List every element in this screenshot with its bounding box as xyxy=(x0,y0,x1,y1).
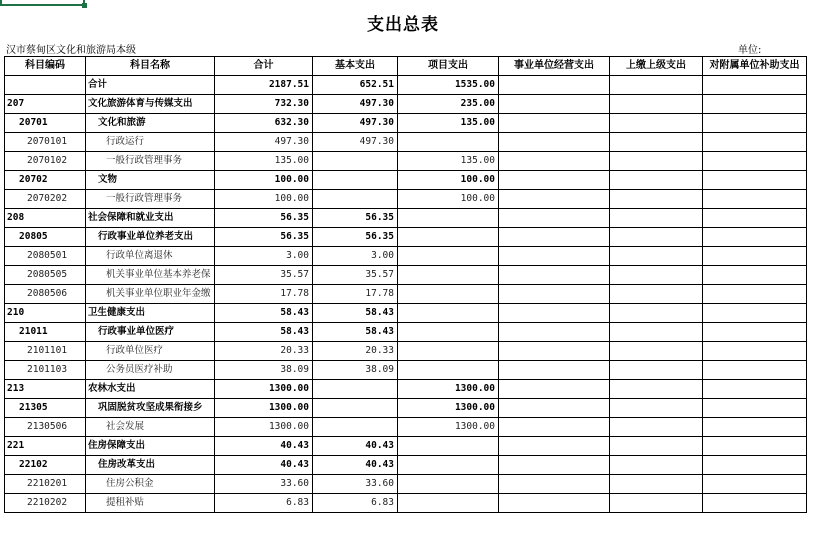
basic-cell[interactable]: 58.43 xyxy=(313,323,398,342)
table-row xyxy=(5,190,807,209)
subsidy-cell[interactable] xyxy=(703,475,807,494)
code-cell[interactable]: 2070102 xyxy=(5,152,86,171)
upper-cell[interactable] xyxy=(610,475,703,494)
table-row xyxy=(5,76,807,95)
name-cell[interactable]: 文物 xyxy=(86,171,215,190)
code-cell[interactable]: 2101101 xyxy=(5,342,86,361)
code-cell[interactable]: 21305 xyxy=(5,399,86,418)
total-cell[interactable]: 38.09 xyxy=(215,361,313,380)
subsidy-cell[interactable] xyxy=(703,114,807,133)
code-cell[interactable]: 2070101 xyxy=(5,133,86,152)
business-cell[interactable] xyxy=(499,247,610,266)
business-cell[interactable] xyxy=(499,209,610,228)
name-cell[interactable]: 行政单位离退休 xyxy=(86,247,215,266)
code-cell[interactable]: 2080506 xyxy=(5,285,86,304)
project-cell[interactable] xyxy=(398,323,499,342)
subsidy-cell[interactable] xyxy=(703,171,807,190)
total-cell[interactable]: 20.33 xyxy=(215,342,313,361)
unit-label: 单位: xyxy=(738,45,762,56)
total-cell[interactable]: 135.00 xyxy=(215,152,313,171)
business-cell[interactable] xyxy=(499,76,610,95)
table-row xyxy=(5,456,807,475)
code-cell[interactable]: 213 xyxy=(5,380,86,399)
name-cell[interactable]: 农林水支出 xyxy=(86,380,215,399)
project-cell[interactable] xyxy=(398,247,499,266)
name-cell[interactable]: 一般行政管理事务 xyxy=(86,190,215,209)
table-row xyxy=(5,437,807,456)
subsidy-cell[interactable] xyxy=(703,285,807,304)
basic-cell[interactable]: 58.43 xyxy=(313,304,398,323)
total-cell[interactable]: 1300.00 xyxy=(215,418,313,437)
total-cell[interactable]: 3.00 xyxy=(215,247,313,266)
basic-cell[interactable]: 17.78 xyxy=(313,285,398,304)
name-cell[interactable]: 行政事业单位养老支出 xyxy=(86,228,215,247)
basic-cell[interactable] xyxy=(313,399,398,418)
business-cell[interactable] xyxy=(499,494,610,513)
upper-cell[interactable] xyxy=(610,380,703,399)
name-cell[interactable]: 巩固脱贫攻坚成果衔接乡 xyxy=(86,399,215,418)
total-cell[interactable]: 497.30 xyxy=(215,133,313,152)
subsidy-cell[interactable] xyxy=(703,266,807,285)
header-row xyxy=(5,57,807,76)
basic-cell[interactable]: 497.30 xyxy=(313,133,398,152)
basic-cell[interactable]: 6.83 xyxy=(313,494,398,513)
subsidy-cell[interactable] xyxy=(703,133,807,152)
subsidy-cell[interactable] xyxy=(703,399,807,418)
table-row xyxy=(5,95,807,114)
basic-cell[interactable] xyxy=(313,380,398,399)
business-cell[interactable] xyxy=(499,323,610,342)
name-cell[interactable]: 文化和旅游 xyxy=(86,114,215,133)
code-cell[interactable]: 2210202 xyxy=(5,494,86,513)
basic-cell[interactable]: 20.33 xyxy=(313,342,398,361)
table-row xyxy=(5,209,807,228)
business-cell[interactable] xyxy=(499,437,610,456)
table-row xyxy=(5,285,807,304)
name-cell[interactable]: 社会发展 xyxy=(86,418,215,437)
subsidy-cell[interactable] xyxy=(703,418,807,437)
table-row xyxy=(5,380,807,399)
total-cell[interactable]: 40.43 xyxy=(215,456,313,475)
project-cell[interactable] xyxy=(398,285,499,304)
basic-cell[interactable] xyxy=(313,171,398,190)
upper-cell[interactable] xyxy=(610,76,703,95)
business-cell[interactable] xyxy=(499,95,610,114)
project-cell[interactable]: 1300.00 xyxy=(398,380,499,399)
subsidy-cell[interactable] xyxy=(703,380,807,399)
table-row xyxy=(5,399,807,418)
basic-cell[interactable]: 3.00 xyxy=(313,247,398,266)
table-row xyxy=(5,266,807,285)
upper-cell[interactable] xyxy=(610,209,703,228)
business-cell[interactable] xyxy=(499,456,610,475)
header-project[interactable]: 项目支出 xyxy=(398,57,499,76)
upper-cell[interactable] xyxy=(610,190,703,209)
subsidy-cell[interactable] xyxy=(703,152,807,171)
table-row xyxy=(5,114,807,133)
subsidy-cell[interactable] xyxy=(703,228,807,247)
subsidy-cell[interactable] xyxy=(703,209,807,228)
business-cell[interactable] xyxy=(499,380,610,399)
upper-cell[interactable] xyxy=(610,494,703,513)
project-cell[interactable] xyxy=(398,209,499,228)
basic-cell[interactable]: 33.60 xyxy=(313,475,398,494)
project-cell[interactable] xyxy=(398,456,499,475)
code-cell[interactable]: 2210201 xyxy=(5,475,86,494)
active-cell-cursor[interactable] xyxy=(0,0,85,6)
header-business[interactable]: 事业单位经营支出 xyxy=(499,57,610,76)
business-cell[interactable] xyxy=(499,342,610,361)
header-subsidy[interactable]: 对附属单位补助支出 xyxy=(703,57,807,76)
total-cell[interactable]: 58.43 xyxy=(215,323,313,342)
table-row xyxy=(5,342,807,361)
business-cell[interactable] xyxy=(499,285,610,304)
business-cell[interactable] xyxy=(499,475,610,494)
project-cell[interactable]: 100.00 xyxy=(398,190,499,209)
name-cell[interactable]: 提租补贴 xyxy=(86,494,215,513)
name-cell[interactable]: 卫生健康支出 xyxy=(86,304,215,323)
table-row xyxy=(5,171,807,190)
project-cell[interactable] xyxy=(398,475,499,494)
upper-cell[interactable] xyxy=(610,171,703,190)
project-cell[interactable] xyxy=(398,133,499,152)
project-cell[interactable] xyxy=(398,266,499,285)
upper-cell[interactable] xyxy=(610,285,703,304)
project-cell[interactable]: 100.00 xyxy=(398,171,499,190)
project-cell[interactable]: 135.00 xyxy=(398,114,499,133)
total-cell[interactable]: 6.83 xyxy=(215,494,313,513)
code-cell[interactable]: 2070202 xyxy=(5,190,86,209)
subsidy-cell[interactable] xyxy=(703,494,807,513)
total-cell[interactable]: 2187.51 xyxy=(215,76,313,95)
basic-cell[interactable]: 497.30 xyxy=(313,114,398,133)
subsidy-cell[interactable] xyxy=(703,361,807,380)
table-row xyxy=(5,152,807,171)
code-cell[interactable]: 207 xyxy=(5,95,86,114)
upper-cell[interactable] xyxy=(610,304,703,323)
name-cell[interactable]: 文化旅游体育与传媒支出 xyxy=(86,95,215,114)
table-row xyxy=(5,494,807,513)
table-row xyxy=(5,247,807,266)
table-row xyxy=(5,323,807,342)
name-cell[interactable]: 机关事业单位职业年金缴 xyxy=(86,285,215,304)
project-cell[interactable] xyxy=(398,304,499,323)
upper-cell[interactable] xyxy=(610,114,703,133)
upper-cell[interactable] xyxy=(610,266,703,285)
business-cell[interactable] xyxy=(499,304,610,323)
basic-cell[interactable]: 56.35 xyxy=(313,228,398,247)
upper-cell[interactable] xyxy=(610,228,703,247)
business-cell[interactable] xyxy=(499,399,610,418)
business-cell[interactable] xyxy=(499,228,610,247)
total-cell[interactable]: 35.57 xyxy=(215,266,313,285)
name-cell[interactable]: 机关事业单位基本养老保 xyxy=(86,266,215,285)
project-cell[interactable]: 1300.00 xyxy=(398,418,499,437)
code-cell[interactable]: 20701 xyxy=(5,114,86,133)
basic-cell[interactable] xyxy=(313,418,398,437)
name-cell[interactable]: 一般行政管理事务 xyxy=(86,152,215,171)
basic-cell[interactable]: 40.43 xyxy=(313,456,398,475)
project-cell[interactable] xyxy=(398,494,499,513)
project-cell[interactable]: 1535.00 xyxy=(398,76,499,95)
header-basic[interactable]: 基本支出 xyxy=(313,57,398,76)
upper-cell[interactable] xyxy=(610,342,703,361)
business-cell[interactable] xyxy=(499,418,610,437)
header-name[interactable]: 科目名称 xyxy=(86,57,215,76)
business-cell[interactable] xyxy=(499,171,610,190)
total-cell[interactable]: 33.60 xyxy=(215,475,313,494)
code-cell[interactable]: 21011 xyxy=(5,323,86,342)
upper-cell[interactable] xyxy=(610,361,703,380)
basic-cell[interactable]: 652.51 xyxy=(313,76,398,95)
upper-cell[interactable] xyxy=(610,247,703,266)
project-cell[interactable] xyxy=(398,228,499,247)
code-cell[interactable]: 22102 xyxy=(5,456,86,475)
upper-cell[interactable] xyxy=(610,437,703,456)
code-cell[interactable]: 210 xyxy=(5,304,86,323)
business-cell[interactable] xyxy=(499,114,610,133)
subsidy-cell[interactable] xyxy=(703,304,807,323)
basic-cell[interactable] xyxy=(313,190,398,209)
code-cell[interactable]: 2080505 xyxy=(5,266,86,285)
name-cell[interactable]: 住房保障支出 xyxy=(86,437,215,456)
total-cell[interactable]: 17.78 xyxy=(215,285,313,304)
table-row xyxy=(5,228,807,247)
business-cell[interactable] xyxy=(499,133,610,152)
basic-cell[interactable]: 40.43 xyxy=(313,437,398,456)
header-code[interactable]: 科目编码 xyxy=(5,57,86,76)
code-cell[interactable] xyxy=(5,76,86,95)
header-upper[interactable]: 上缴上级支出 xyxy=(610,57,703,76)
upper-cell[interactable] xyxy=(610,399,703,418)
sheet-title: 支出总表 xyxy=(367,15,439,35)
code-cell[interactable]: 2080501 xyxy=(5,247,86,266)
total-cell[interactable]: 58.43 xyxy=(215,304,313,323)
total-cell[interactable]: 40.43 xyxy=(215,437,313,456)
subsidy-cell[interactable] xyxy=(703,76,807,95)
total-cell[interactable]: 1300.00 xyxy=(215,399,313,418)
table-row xyxy=(5,304,807,323)
table-row xyxy=(5,418,807,437)
subsidy-cell[interactable] xyxy=(703,456,807,475)
name-cell[interactable]: 行政单位医疗 xyxy=(86,342,215,361)
code-cell[interactable]: 20702 xyxy=(5,171,86,190)
subsidy-cell[interactable] xyxy=(703,247,807,266)
project-cell[interactable]: 1300.00 xyxy=(398,399,499,418)
total-cell[interactable]: 56.35 xyxy=(215,228,313,247)
subsidy-cell[interactable] xyxy=(703,342,807,361)
project-cell[interactable] xyxy=(398,342,499,361)
table-row xyxy=(5,361,807,380)
basic-cell[interactable]: 497.30 xyxy=(313,95,398,114)
basic-cell[interactable]: 35.57 xyxy=(313,266,398,285)
name-cell[interactable]: 公务员医疗补助 xyxy=(86,361,215,380)
total-cell[interactable]: 732.30 xyxy=(215,95,313,114)
table-row xyxy=(5,133,807,152)
subsidy-cell[interactable] xyxy=(703,95,807,114)
name-cell[interactable]: 社会保障和就业支出 xyxy=(86,209,215,228)
name-cell[interactable]: 行政事业单位医疗 xyxy=(86,323,215,342)
subsidy-cell[interactable] xyxy=(703,323,807,342)
basic-cell[interactable]: 38.09 xyxy=(313,361,398,380)
total-cell[interactable]: 1300.00 xyxy=(215,380,313,399)
name-cell[interactable]: 住房改革支出 xyxy=(86,456,215,475)
subsidy-cell[interactable] xyxy=(703,437,807,456)
code-cell[interactable]: 208 xyxy=(5,209,86,228)
upper-cell[interactable] xyxy=(610,152,703,171)
fill-handle[interactable] xyxy=(82,3,87,8)
upper-cell[interactable] xyxy=(610,133,703,152)
business-cell[interactable] xyxy=(499,266,610,285)
project-cell[interactable] xyxy=(398,437,499,456)
total-cell[interactable]: 100.00 xyxy=(215,171,313,190)
business-cell[interactable] xyxy=(499,361,610,380)
upper-cell[interactable] xyxy=(610,456,703,475)
total-cell[interactable]: 56.35 xyxy=(215,209,313,228)
project-cell[interactable] xyxy=(398,361,499,380)
table-row xyxy=(5,475,807,494)
header-total[interactable]: 合计 xyxy=(215,57,313,76)
upper-cell[interactable] xyxy=(610,418,703,437)
total-cell[interactable]: 100.00 xyxy=(215,190,313,209)
subsidy-cell[interactable] xyxy=(703,190,807,209)
total-cell[interactable]: 632.30 xyxy=(215,114,313,133)
code-cell[interactable]: 20805 xyxy=(5,228,86,247)
basic-cell[interactable]: 56.35 xyxy=(313,209,398,228)
code-cell[interactable]: 2130506 xyxy=(5,418,86,437)
project-cell[interactable]: 235.00 xyxy=(398,95,499,114)
name-cell[interactable]: 住房公积金 xyxy=(86,475,215,494)
code-cell[interactable]: 221 xyxy=(5,437,86,456)
project-cell[interactable]: 135.00 xyxy=(398,152,499,171)
business-cell[interactable] xyxy=(499,190,610,209)
basic-cell[interactable] xyxy=(313,152,398,171)
organization-label: 汉市蔡甸区文化和旅游局本级 xyxy=(6,45,136,56)
upper-cell[interactable] xyxy=(610,95,703,114)
name-cell[interactable]: 行政运行 xyxy=(86,133,215,152)
upper-cell[interactable] xyxy=(610,323,703,342)
expenditure-table xyxy=(4,56,807,513)
name-cell[interactable]: 合计 xyxy=(86,76,215,95)
code-cell[interactable]: 2101103 xyxy=(5,361,86,380)
business-cell[interactable] xyxy=(499,152,610,171)
